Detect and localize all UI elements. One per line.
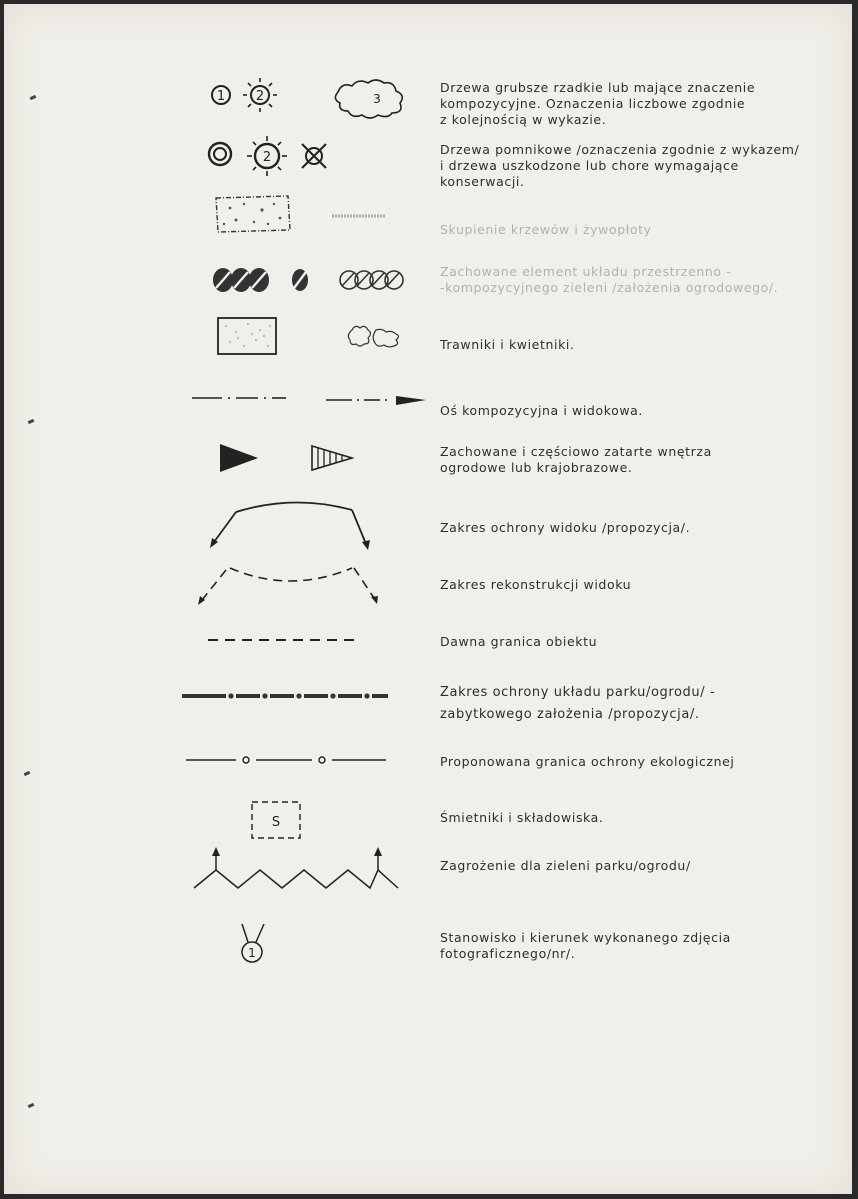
description-line: Zakres ochrony widoku /propozycja/. [440,520,691,535]
former-boundary-description [440,634,830,650]
preserved-element-description [440,264,830,296]
description-line: kompozycyjne. Oznaczenia liczbowe zgodnie [440,96,746,111]
park-protection-description [440,682,830,726]
description-line: -kompozycyjnego zieleni /założenia ogrodowego/. [440,280,779,295]
former-boundary-symbol [174,630,424,650]
description-line: ogrodowe lub krajobrazowe. [440,460,633,475]
description-line: Zachowane element układu przestrzenno - [440,264,732,279]
lawns-description [440,337,830,353]
photo-number-label: 1 [248,946,256,960]
eco-boundary-description [440,754,830,770]
description-line: zabytkowego założenia /propozycja/. [440,707,700,722]
trees-thick-symbol [174,72,424,122]
threat-description [440,858,830,874]
threat-symbol [174,846,424,894]
description-line: Skupienie krzewów i żywopłoty [440,222,652,237]
description-line: Proponowana granica ochrony ekologicznej [440,754,735,769]
margin-mark [28,419,35,424]
tree-group-number-label: 3 [373,92,381,106]
dumps-description [440,810,830,826]
dumps-symbol [174,798,424,844]
photo-point-description [440,930,830,962]
view-protection-description [440,520,830,536]
tree-number-label: 2 [255,89,265,104]
monument-trees-symbol [174,134,424,180]
description-line: i drzewa uszkodzone lub chore wymagające [440,158,739,173]
view-reconstruction-symbol [174,560,424,610]
description-line: Oś kompozycyjna i widokowa. [440,403,644,418]
axis-description [440,403,830,419]
description-line: fotograficznego/nr/. [440,946,576,961]
description-line: Trawniki i kwietniki. [440,337,575,352]
interiors-description [440,444,830,476]
description-line: konserwacji. [440,174,525,189]
axis-symbol [174,386,424,416]
tree-number-label: 2 [262,150,272,165]
view-protection-symbol [174,500,424,556]
description-line: Zakres rekonstrukcji widoku [440,577,632,592]
description-line: Zagrożenie dla zieleni parku/ogrodu/ [440,858,691,873]
description-line: Drzewa grubsze rzadkie lub mające znaczenie [440,80,756,95]
eco-boundary-symbol [174,748,424,772]
description-line: Drzewa pomnikowe /oznaczenia zgodnie z wykazem/ [440,142,800,157]
monument-trees-description [440,142,830,190]
description-line: Zachowane i częściowo zatarte wnętrza [440,444,712,459]
interiors-symbol [174,438,424,478]
shrubs-symbol [174,190,424,240]
description-line: Stanowisko i kierunek wykonanego zdjęcia [440,930,731,945]
description-line: Dawna granica obiektu [440,634,598,649]
margin-mark [30,95,37,100]
legend-page [4,4,852,1194]
dump-symbol-label: S [271,815,281,830]
margin-mark [28,1103,35,1108]
shrubs-description [440,222,830,238]
view-reconstruction-description [440,577,830,593]
trees-thick-description [440,80,830,128]
description-line: z kolejnością w wykazie. [440,112,607,127]
park-protection-symbol [174,680,424,710]
description-line: Zakres ochrony układu parku/ogrodu/ - [440,685,716,700]
lawns-symbol [174,314,424,360]
preserved-element-symbol [174,260,424,300]
photo-point-symbol [174,918,424,970]
description-line: Śmietniki i składowiska. [440,810,604,825]
tree-number-label: 1 [216,89,226,104]
margin-mark [24,771,31,776]
